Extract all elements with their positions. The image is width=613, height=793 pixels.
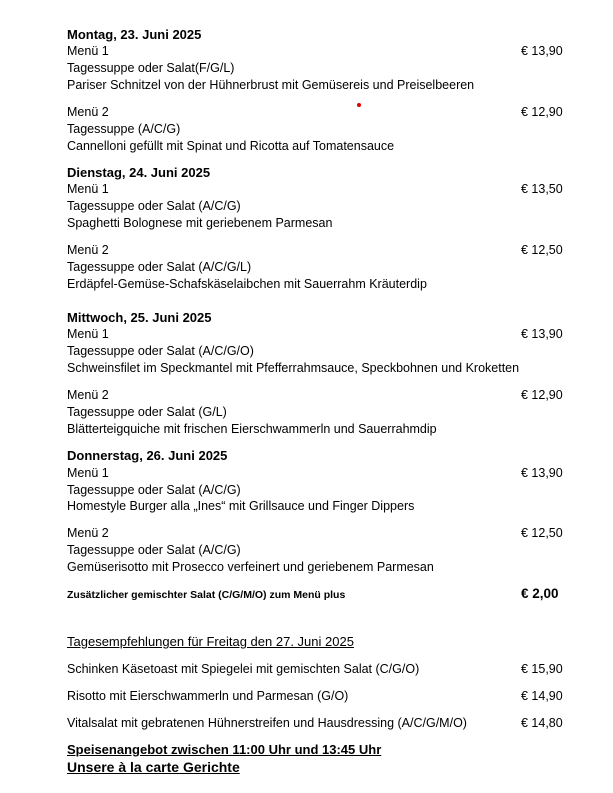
menu-1-dish: Homestyle Burger alla „Ines“ mit Grillsauce und Finger Dippers (67, 499, 415, 513)
menu-2-dish: Blätterteigquiche mit frischen Eierschwammerln und Sauerrahmdip (67, 422, 437, 436)
menu-2-price: € 12,90 (521, 105, 563, 119)
serving-hours: Speisenangebot zwischen 11:00 Uhr und 13:45 Uhr (67, 742, 382, 757)
menu-1-price: € 13,90 (521, 44, 563, 58)
menu-1-price: € 13,90 (521, 327, 563, 341)
friday-item-1: Schinken Käsetoast mit Spiegelei mit gemischten Salat (C/G/O) (67, 662, 420, 676)
alacarte-heading: Unsere à la carte Gerichte (67, 759, 240, 775)
menu-2-label: Menü 2 (67, 388, 109, 402)
red-dot-mark (357, 103, 361, 107)
menu-1-label: Menü 1 (67, 327, 109, 341)
menu-1-label: Menü 1 (67, 182, 109, 196)
friday-item-3-price: € 14,80 (521, 716, 563, 730)
menu-2-dish: Erdäpfel-Gemüse-Schafskäselaibchen mit Sauerrahm Kräuterdip (67, 277, 427, 291)
menu-2-soup: Tagessuppe oder Salat (A/C/G) (67, 543, 241, 557)
menu-1-label: Menü 1 (67, 44, 109, 58)
friday-item-2: Risotto mit Eierschwammerln und Parmesan (G/O) (67, 689, 349, 703)
menu-1-label: Menü 1 (67, 466, 109, 480)
menu-1-soup: Tagessuppe oder Salat (A/C/G) (67, 483, 241, 497)
extra-salad-note: Zusätzlicher gemischter Salat (C/G/M/O) zum Menü plus (67, 589, 346, 601)
friday-item-2-price: € 14,90 (521, 689, 563, 703)
friday-heading: Tagesempfehlungen für Freitag den 27. Juni 2025 (67, 634, 354, 649)
menu-2-price: € 12,50 (521, 243, 563, 257)
friday-item-3: Vitalsalat mit gebratenen Hühnerstreifen und Hausdressing (A/C/G/M/O) (67, 716, 467, 730)
menu-1-dish: Spaghetti Bolognese mit geriebenem Parmesan (67, 216, 333, 230)
menu-2-soup: Tagessuppe oder Salat (G/L) (67, 405, 227, 419)
extra-salad-price: € 2,00 (521, 586, 559, 601)
day-heading-monday: Montag, 23. Juni 2025 (67, 27, 202, 42)
day-heading-thursday: Donnerstag, 26. Juni 2025 (67, 448, 228, 463)
day-heading-tuesday: Dienstag, 24. Juni 2025 (67, 165, 211, 180)
menu-2-soup: Tagessuppe oder Salat (A/C/G/L) (67, 260, 252, 274)
menu-1-price: € 13,90 (521, 466, 563, 480)
menu-1-dish: Schweinsfilet im Speckmantel mit Pfefferrahmsauce, Speckbohnen und Kroketten (67, 361, 520, 375)
menu-2-price: € 12,50 (521, 526, 563, 540)
menu-2-dish: Cannelloni gefüllt mit Spinat und Ricotta auf Tomatensauce (67, 139, 395, 153)
menu-2-dish: Gemüserisotto mit Prosecco verfeinert und geriebenem Parmesan (67, 560, 434, 574)
menu-2-label: Menü 2 (67, 243, 109, 257)
menu-1-dish: Pariser Schnitzel von der Hühnerbrust mit Gemüsereis und Preiselbeeren (67, 78, 475, 92)
menu-1-soup: Tagessuppe oder Salat (A/C/G/O) (67, 344, 254, 358)
friday-item-1-price: € 15,90 (521, 662, 563, 676)
menu-2-price: € 12,90 (521, 388, 563, 402)
menu-1-soup: Tagessuppe oder Salat(F/G/L) (67, 61, 235, 75)
menu-1-price: € 13,50 (521, 182, 563, 196)
menu-2-label: Menü 2 (67, 526, 109, 540)
day-heading-wednesday: Mittwoch, 25. Juni 2025 (67, 310, 212, 325)
menu-2-label: Menü 2 (67, 105, 109, 119)
menu-2-soup: Tagessuppe (A/C/G) (67, 122, 181, 136)
menu-1-soup: Tagessuppe oder Salat (A/C/G) (67, 199, 241, 213)
